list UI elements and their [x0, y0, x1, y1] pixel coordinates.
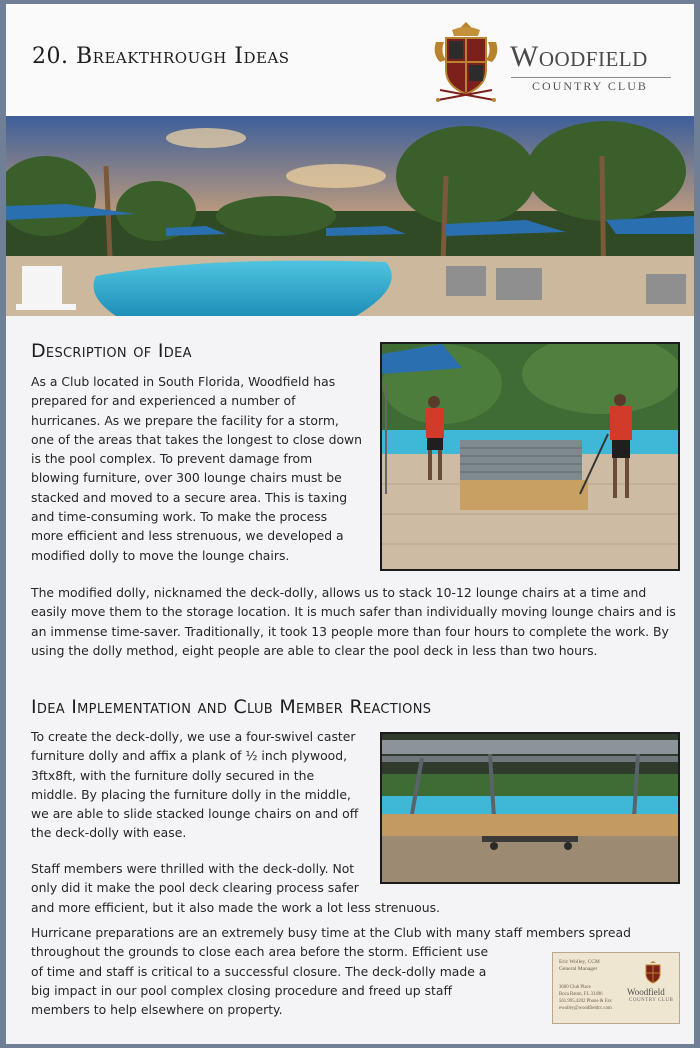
header: [6, 4, 694, 116]
placard-line: 561.995.4202 Phone & Fax: [559, 999, 612, 1004]
implementation-paragraph-2: Staff members were thrilled with the deck-dolly. Not only did it make the pool deck clearing process safer and more efficient, but it also made the work a lot less strenuous.: [31, 861, 440, 915]
description-heading: Description of Idea: [31, 340, 192, 362]
logo-divider: [511, 77, 671, 78]
placard-crest-icon: [643, 961, 663, 985]
implementation-paragraph-1: To create the deck-dolly, we use a four-swivel caster furniture dolly and affix a plank of ½ inch plywood, 3ftx8ft, with the furniture dolly secured in the middle. By placing the furniture dolly in the middle, we are able to slide stacked lounge chairs on and off the deck-dolly with ease.: [31, 729, 359, 841]
placard-name: Eric Wolley, CCM: [559, 959, 600, 965]
placard-title: General Manager: [559, 966, 598, 972]
description-paragraph-2: The modified dolly, nicknamed the deck-dolly, allows us to stack 10-12 lounge chairs at a time and easily move them to the storage location. It is much safer than individually moving lounge chairs and is an immense time-saver. Traditionally, it took 13 people more than four hours to complete the work. By using the dolly method, eight people are able to clear the pool deck in less than two hours.: [31, 585, 676, 658]
placard-line: Boca Raton, FL 33496: [559, 992, 603, 997]
placard-logo-name: Woodfield: [627, 987, 665, 997]
implementation-paragraph-3: Hurricane preparations are an extremely busy time at the Club with many staff members spread throughout the grounds to close each area before the storm. Efficient use of time and staff is critical to a successful closure. The deck-dolly made a big impact in our pool complex closing procedure and freed up staff members to help elsewhere on property.: [31, 925, 631, 1018]
club-crest-icon: [430, 20, 502, 104]
logo-name: Woodfield: [510, 40, 648, 73]
implementation-heading: Idea Implementation and Club Member Reactions: [31, 696, 432, 718]
poster-board: [6, 4, 694, 1044]
hero-pool-photo: [6, 116, 694, 316]
placard-line: ewolley@woodfieldcc.com: [559, 1006, 612, 1011]
contact-placard: [552, 952, 680, 1024]
placard-logo-subtitle: COUNTRY CLUB: [629, 998, 674, 1003]
page-title: 20. Breakthrough Ideas: [32, 44, 290, 69]
logo-subtitle: COUNTRY CLUB: [532, 79, 648, 93]
description-paragraph-1: As a Club located in South Florida, Woodfield has prepared for and experienced a number of hurricanes. As we prepare the facility for a storm, one of the areas that takes the longest to close down is the pool complex. To prevent damage from blowing furniture, over 300 lounge chairs must be stacked and moved to a secure area. This is taxing and time-consuming work. To make the process more efficient and less strenuous, we developed a modified dolly to move the lounge chairs.: [31, 374, 363, 563]
staff-with-deck-dolly-photo: [380, 342, 680, 571]
placard-line: 3600 Club Place: [559, 985, 591, 990]
